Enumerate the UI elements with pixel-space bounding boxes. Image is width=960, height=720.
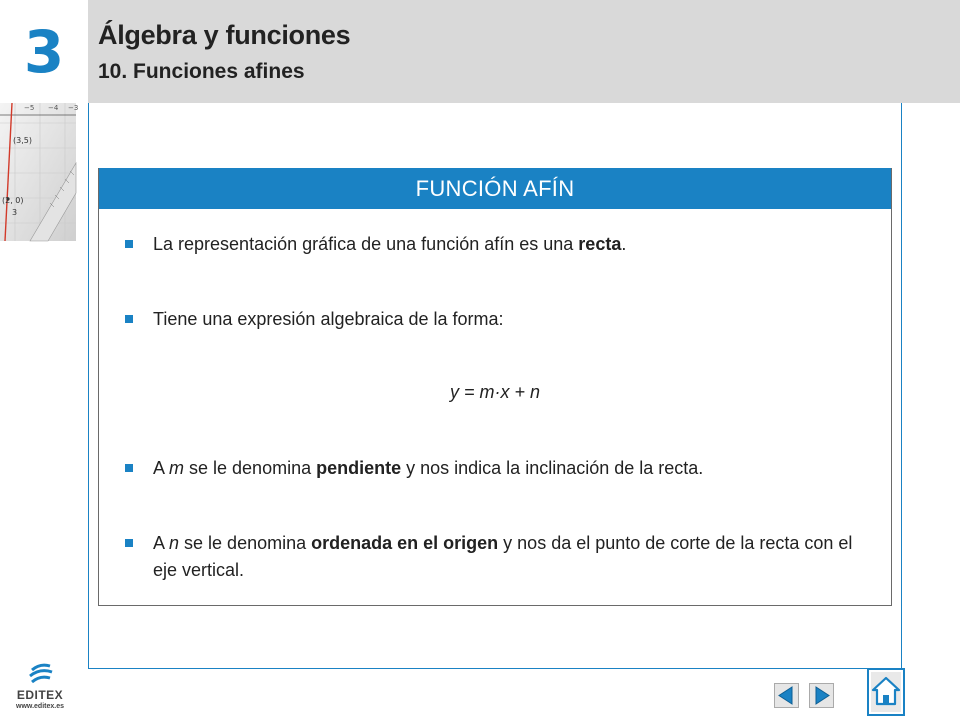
logo-url: www.editex.es <box>16 703 64 710</box>
decorative-graph-image <box>0 103 79 241</box>
bullet-icon <box>125 240 133 248</box>
graph-label: (3,5) <box>13 136 32 145</box>
list-item: Tiene una expresión algebraica de la forma: <box>153 306 873 333</box>
header-band <box>88 0 960 103</box>
chapter-number: 3 <box>23 17 65 86</box>
page-subtitle: 10. Funciones afines <box>98 60 305 83</box>
tick-label: −3 <box>68 104 79 112</box>
logo-text: EDITEX <box>16 688 64 702</box>
triangle-left-icon <box>775 684 798 707</box>
previous-button[interactable] <box>774 683 799 708</box>
tick-label: −5 <box>24 104 35 112</box>
formula: y = m·x + n <box>449 382 541 402</box>
list-item: La representación gráfica de una función afín es una recta. <box>153 231 873 258</box>
next-button[interactable] <box>809 683 834 708</box>
definition-card <box>98 168 892 606</box>
list-item: A n se le denomina ordenada en el origen y nos da el punto de corte de la recta con el eje vertical. <box>153 530 873 584</box>
tick-label: −4 <box>48 104 59 112</box>
page-title: Álgebra y funciones <box>98 20 351 50</box>
home-icon <box>869 670 903 714</box>
bullet-icon <box>125 464 133 472</box>
list-item: A m se le denomina pendiente y nos indica la inclinación de la recta. <box>153 455 873 482</box>
home-button[interactable] <box>867 668 905 716</box>
bullet-icon <box>125 539 133 547</box>
bullet-icon <box>125 315 133 323</box>
card-heading: FUNCIÓN AFÍN <box>99 168 891 209</box>
triangle-right-icon <box>810 684 833 707</box>
graph-label: 3 <box>12 208 18 217</box>
graph-label: (2, 0) <box>2 196 24 205</box>
